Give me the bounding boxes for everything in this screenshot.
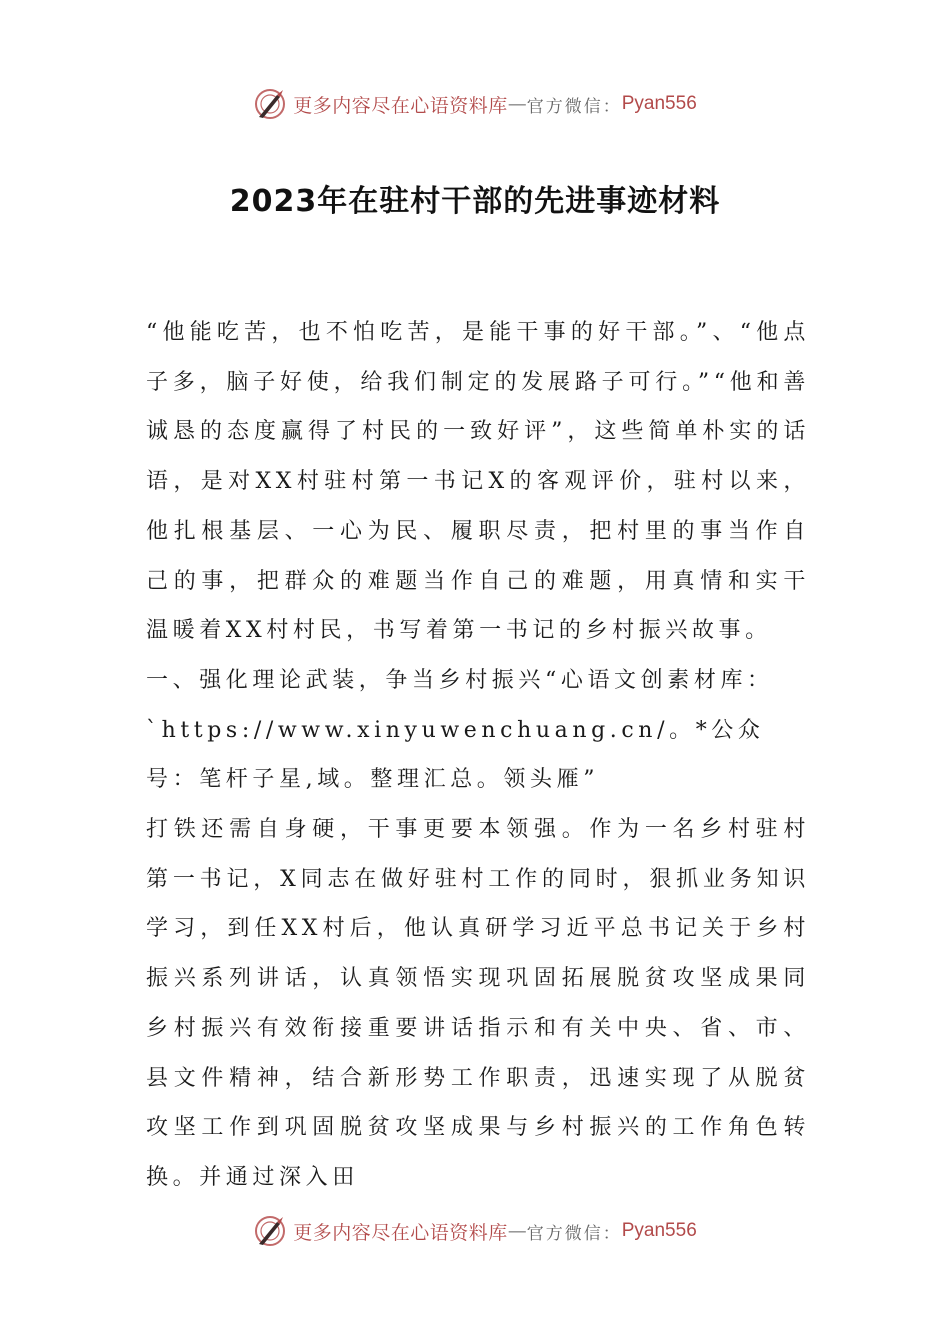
watermark-separator: — [507,1220,527,1242]
quill-logo-icon [253,1214,287,1248]
watermark-separator: — [507,93,527,115]
watermark-wechat-id: Pyan556 [621,1220,697,1241]
document-title: 2023年在驻村干部的先进事迹材料 [229,184,721,219]
watermark-wechat-label: 官方微信： [526,96,622,117]
section-heading: 一、强化理论武装，争当乡村振兴“心语文创素材库：`https://www.xinyuwenchuang.cn/。*公众号：笔杆子星,域。整理汇总。领头雁” [146,667,774,793]
document-body [146,308,810,1203]
quill-logo-icon [253,87,287,121]
watermark-wechat-id: Pyan556 [621,93,697,114]
header-watermark [0,84,950,124]
footer-watermark [0,1211,950,1251]
watermark-brand: 更多内容尽在心语资料库 [293,1221,508,1244]
watermark-wechat-label: 官方微信： [526,1223,622,1244]
intro-paragraph: “他能吃苦，也不怕吃苦，是能干事的好干部。”、“他点子多，脑子好使，给我们制定的发展路子可行。”“他和善诚恳的态度赢得了村民的一致好评”，这些简单朴实的话语，是对XX村驻村第一书记X的客观评价，驻村以来，他扎根基层、一心为民、履职尽责，把村里的事当作自己的事，把群众的难题当作自己的难题，用真情和实干温暖着XX村村民，书写着第一书记的乡村振兴故事。 [146,320,810,644]
body-paragraph: 打铁还需自身硬，干事更要本领强。作为一名乡村驻村第一书记，X同志在做好驻村工作的同时，狠抓业务知识学习，到任XX村后，他认真研学习近平总书记关于乡村振兴系列讲话，认真领悟实现巩固拓展脱贫攻坚成果同乡村振兴有效衔接重要讲话指示和有关中央、省、市、县文件精神，结合新形势工作职责，迅速实现了从脱贫攻坚工作到巩固脱贫攻坚成果与乡村振兴的工作角色转换。并通过深入田 [146,817,810,1190]
watermark-brand: 更多内容尽在心语资料库 [293,94,508,117]
